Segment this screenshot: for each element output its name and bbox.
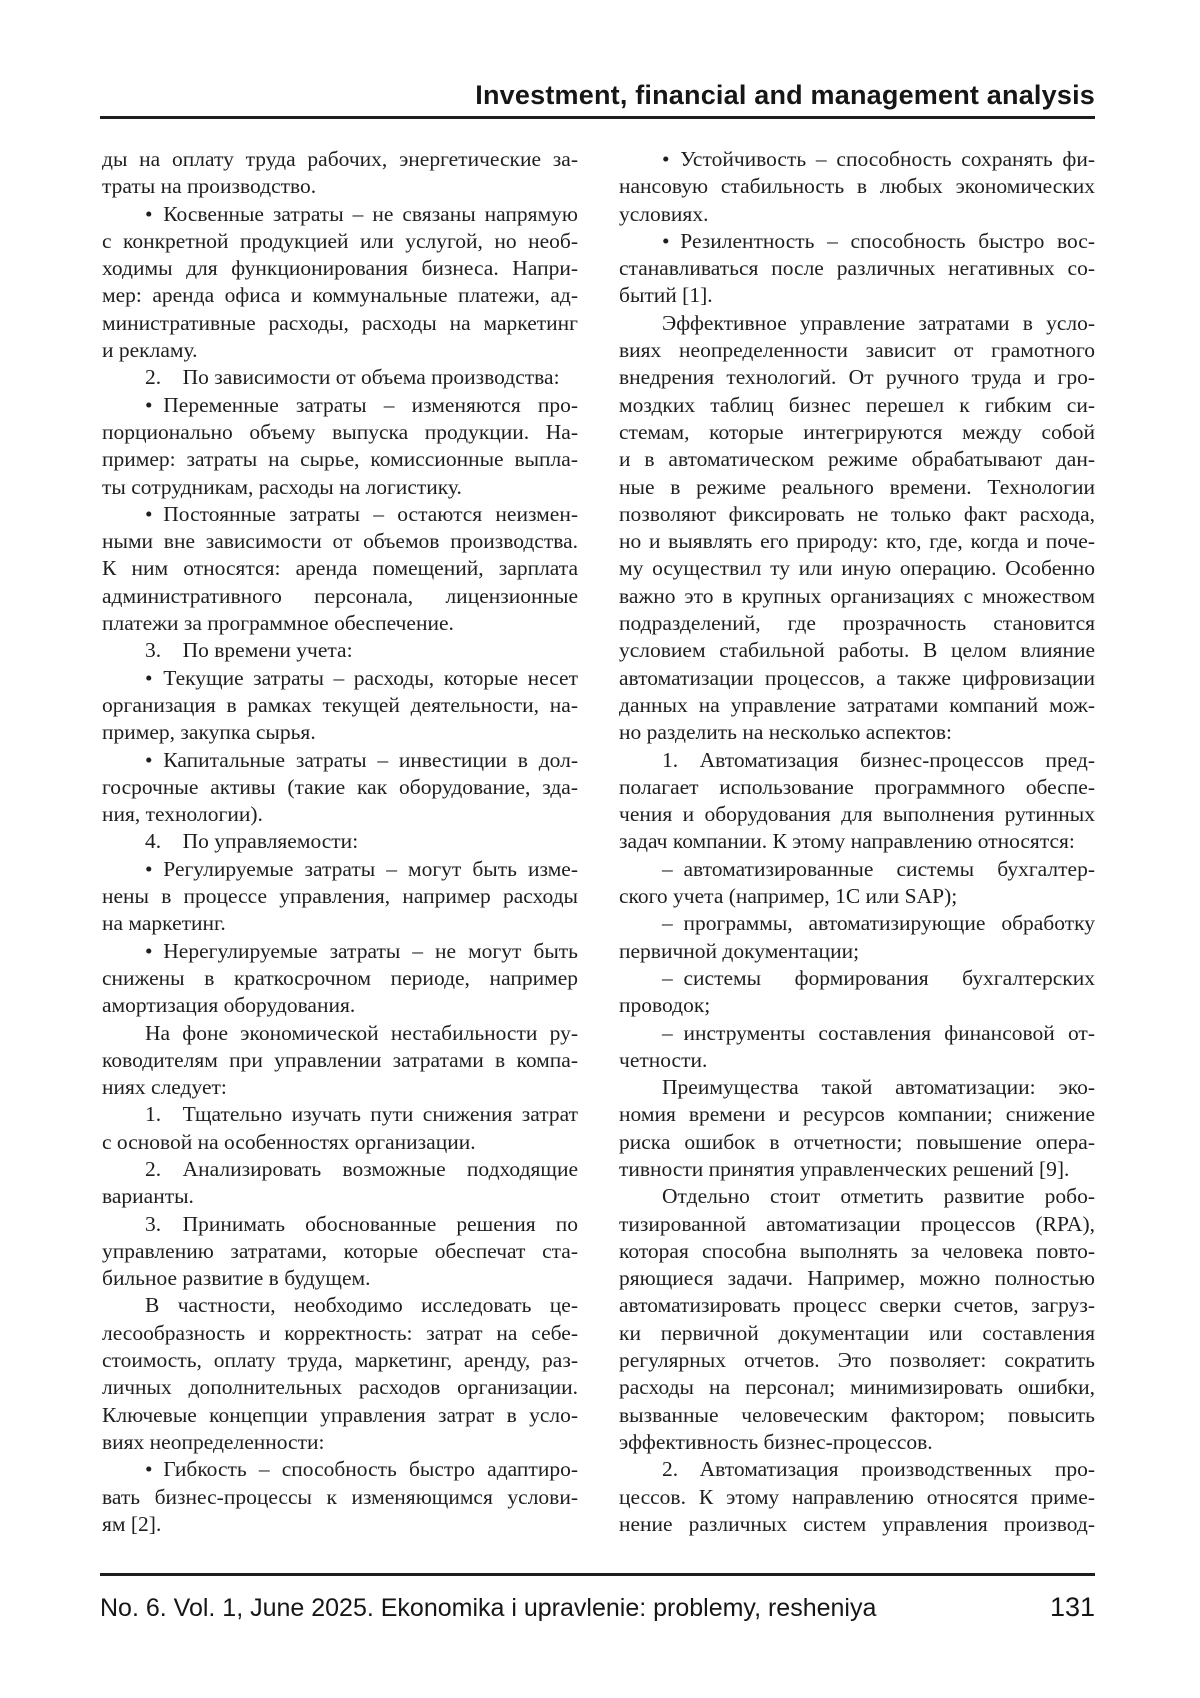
text-line: платежи за программное обеспечение. (102, 611, 454, 636)
text-line: полагает использование программного обеспе- (619, 774, 1095, 799)
text-line: ского учета (например, 1С или SAP); (619, 884, 958, 909)
text-line: эффективность бизнес-процессов. (619, 1429, 933, 1454)
text-line: ходимы для функционирования бизнеса. Напри- (102, 256, 578, 281)
text-line: моздких таблиц бизнес перешел к гибким си- (619, 392, 1095, 417)
text-line: стоимость, оплату труда, маркетинг, аренду, раз- (102, 1348, 578, 1373)
text-line: важно это в крупных организациях с множеством (619, 583, 1095, 608)
text-line: условиях. (619, 201, 709, 226)
text-line: административного персонала, лицензионные (102, 583, 578, 608)
text-line: • Гибкость – способность быстро адаптиро- (145, 1457, 578, 1482)
left-column (102, 146, 578, 1538)
text-line: пример: затраты на сырье, комиссионные выпла- (102, 447, 578, 472)
text-line: вызванные человеческим фактором; повысить (619, 1402, 1095, 1427)
text-line: • Регулируемые затраты – могут быть изме- (145, 856, 578, 881)
text-line: • Нерегулируемые затраты – не могут быть (145, 938, 578, 963)
text-line: 4. По управляемости: (145, 829, 359, 854)
text-line: подразделений, где прозрачность становится (619, 611, 1095, 636)
text-line: К ним относятся: аренда помещений, зарплата (102, 556, 578, 581)
footer-rule (100, 1573, 1095, 1576)
text-line: – автоматизированные системы бухгалтер- (662, 856, 1095, 881)
text-line: • Переменные затраты – изменяются про- (145, 392, 578, 417)
text-line: • Резилентность – способность быстро вос- (662, 228, 1095, 253)
text-line: – программы, автоматизирующие обработку (662, 911, 1095, 936)
text-line: • Текущие затраты – расходы, которые несет (145, 665, 578, 690)
text-line: нансовую стабильность в любых экономических (619, 174, 1095, 199)
text-line: нены в процессе управления, например расходы (102, 884, 578, 909)
text-line: с конкретной продукцией или услугой, но необ- (102, 228, 578, 253)
text-line: 2. Автоматизация производственных про- (662, 1457, 1095, 1482)
text-line: тизированной автоматизации процессов (RPA), (619, 1211, 1095, 1236)
text-line: На фоне экономической нестабильности ру- (145, 1020, 578, 1045)
running-head-title: Investment, financial and management analysis (475, 80, 1095, 110)
text-line: автоматизировать процесс сверки счетов, загруз- (619, 1293, 1095, 1318)
text-line: – системы формирования бухгалтерских (662, 965, 1095, 990)
text-line: ния, технологии). (102, 802, 263, 827)
text-line: вать бизнес-процессы к изменяющимся услови- (102, 1484, 578, 1509)
text-line: задач компании. К этому направлению относятся: (619, 829, 1075, 854)
text-line: регулярных отчетов. Это позволяет: сократить (619, 1348, 1095, 1373)
text-line: виях неопределенности: (102, 1429, 325, 1454)
text-line: • Косвенные затраты – не связаны напрямую (145, 201, 578, 226)
text-line: внедрения технологий. От ручного труда и гро- (619, 365, 1095, 390)
text-line: с основой на особенностях организации. (102, 1129, 476, 1154)
text-line: Эффективное управление затратами в усло- (662, 310, 1095, 335)
text-line: порционально объему выпуска продукции. На- (102, 419, 578, 444)
text-line: но разделить на несколько аспектов: (619, 720, 952, 745)
text-line: 3. Принимать обоснованные решения по (145, 1211, 578, 1236)
text-line: Преимущества такой автоматизации: эко- (662, 1075, 1095, 1100)
text-line: В частности, необходимо исследовать це- (145, 1293, 578, 1318)
text-line: условием стабильной работы. В целом влияние (619, 638, 1095, 663)
text-line: траты на производство. (102, 174, 317, 199)
text-line: 3. По времени учета: (145, 638, 353, 663)
text-line: • Устойчивость – способность сохранять фи- (662, 147, 1095, 171)
text-line: ты сотрудникам, расходы на логистику. (102, 474, 462, 499)
text-line: управлению затратами, которые обеспечат ста- (102, 1238, 578, 1263)
text-line: 1. Тщательно изучать пути снижения затрат (145, 1102, 578, 1127)
text-line: но и выявлять его природу: кто, где, когда и поче- (619, 529, 1095, 554)
text-line: • Капитальные затраты – инвестиции в дол- (145, 747, 578, 772)
text-line: Отдельно стоит отметить развитие робо- (662, 1184, 1095, 1209)
text-line: чения и оборудования для выполнения рутинных (619, 802, 1095, 827)
text-line: личных дополнительных расходов организации. (102, 1375, 578, 1400)
page-body (102, 146, 1096, 1538)
page-number: 131 (1049, 1592, 1095, 1622)
right-column (619, 146, 1095, 1538)
text-line: станавливаться после различных негативных со- (619, 256, 1095, 281)
header-rule (100, 116, 1095, 119)
text-line: ряющиеся задачи. Например, можно полностью (619, 1266, 1095, 1291)
text-line: позволяют фиксировать не только факт расхода, (619, 501, 1095, 526)
text-line: четности. (619, 1047, 708, 1072)
text-line: • Постоянные затраты – остаются неизмен- (145, 501, 578, 526)
text-line: бильное развитие в будущем. (102, 1266, 371, 1291)
text-line: амортизация оборудования. (102, 993, 356, 1018)
text-line: 2. По зависимости от объема производства: (145, 365, 560, 390)
text-line: ные в режиме реального времени. Технологии (619, 474, 1095, 499)
text-line: мер: аренда офиса и коммунальные платежи, ад- (102, 283, 578, 308)
text-line: лесообразность и корректность: затрат на себе- (102, 1320, 578, 1345)
text-line: снижены в краткосрочном периоде, например (102, 965, 578, 990)
text-line: номия времени и ресурсов компании; снижение (619, 1102, 1095, 1127)
text-line: тивности принятия управленческих решений [9]. (619, 1156, 1070, 1181)
text-line: данных на управление затратами компаний мож- (619, 692, 1095, 717)
text-line: ям [2]. (102, 1511, 162, 1536)
text-line: и рекламу. (102, 338, 198, 363)
text-line: и в автоматическом режиме обрабатывают дан- (619, 447, 1095, 472)
text-line: риска ошибок в отчетности; повышение опера- (619, 1129, 1095, 1154)
text-line: пример, закупка сырья. (102, 720, 316, 745)
text-line: варианты. (102, 1184, 194, 1209)
page-footer (100, 1592, 1095, 1623)
text-line: госрочные активы (такие как оборудование, зда- (102, 774, 578, 799)
text-line: цессов. К этому направлению относятся приме- (619, 1484, 1095, 1509)
text-line: виях неопределенности зависит от грамотного (619, 338, 1095, 363)
text-line: министративные расходы, расходы на маркетинг (102, 310, 578, 335)
text-line: первичной документации; (619, 938, 860, 963)
text-line: автоматизации процессов, а также цифровизации (619, 665, 1095, 690)
text-line: ниях следует: (102, 1075, 227, 1100)
text-line: организация в рамках текущей деятельности, на- (102, 692, 578, 717)
text-line: бытий [1]. (619, 283, 713, 308)
text-line: – инструменты составления финансовой от- (662, 1020, 1095, 1045)
text-line: 1. Автоматизация бизнес-процессов пред- (662, 747, 1095, 772)
text-line: проводок; (619, 993, 711, 1018)
text-line: расходы на персонал; минимизировать ошибки, (619, 1375, 1095, 1400)
text-line: стемам, которые интегрируются между собой (619, 419, 1095, 444)
text-line: 2. Анализировать возможные подходящие (145, 1156, 578, 1181)
text-line: Ключевые концепции управления затрат в усло- (102, 1402, 578, 1427)
text-line: которая способна выполнять за человека повто- (619, 1238, 1095, 1263)
text-line: ководителям при управлении затратами в компа- (102, 1047, 578, 1072)
text-line: на маркетинг. (102, 911, 226, 936)
text-line: ки первичной документации или составления (619, 1320, 1095, 1345)
text-line: нение различных систем управления производ- (619, 1511, 1095, 1536)
journal-citation: No. 6. Vol. 1, June 2025. Ekonomika i upravlenie: problemy, resheniya (100, 1594, 877, 1622)
text-line: му осуществил ту или иную операцию. Особенно (619, 556, 1095, 581)
text-line: ды на оплату труда рабочих, энергетические за- (102, 147, 578, 171)
text-line: ными вне зависимости от объемов производства. (102, 529, 578, 554)
